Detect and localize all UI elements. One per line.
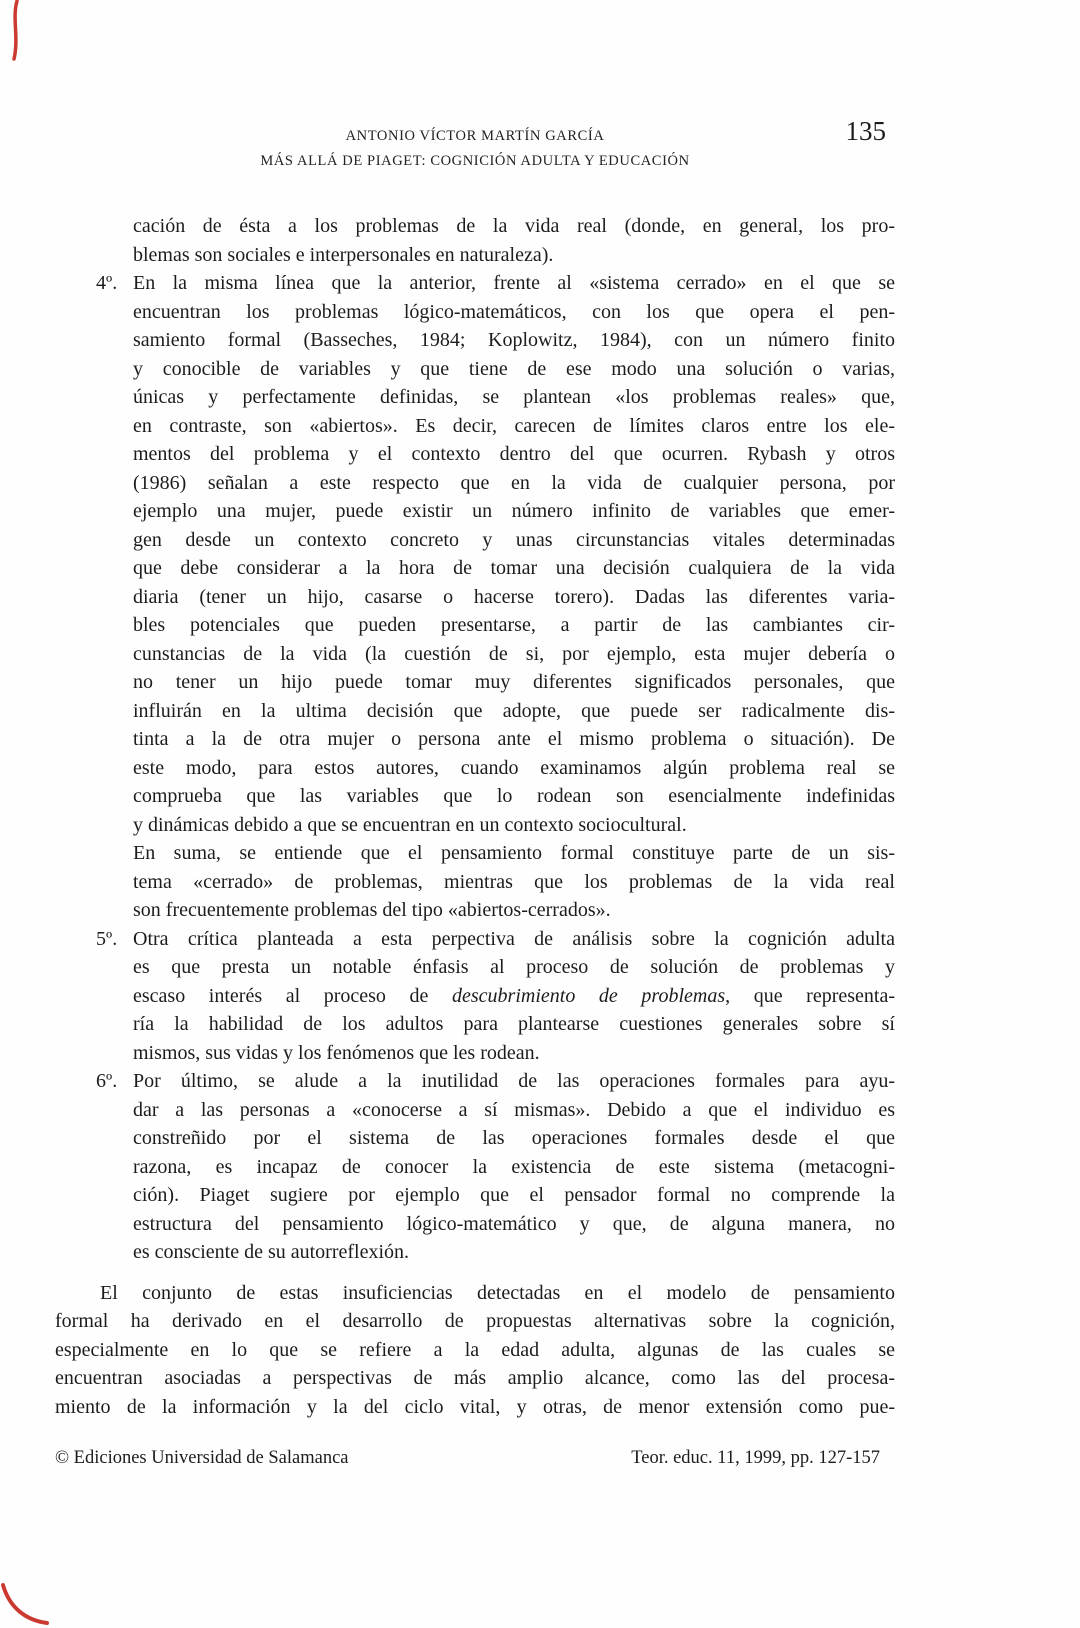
text-line: especialmente en lo que se refiere a la edad adulta, algunas de las cuales se	[55, 1338, 895, 1361]
numbered-item	[96, 925, 895, 1068]
item-marker: 6º.	[96, 1070, 118, 1092]
text-line: mismos, sus vidas y los fenómenos que les rodean.	[133, 1041, 540, 1064]
numbered-item	[96, 269, 895, 839]
text-line: son frecuentemente problemas del tipo «abiertos-cerrados».	[133, 899, 611, 921]
text-line: constreñido por el sistema de las operaciones formales desde el que	[133, 1127, 895, 1149]
text-line: influirán en la ultima decisión que adopte, que puede ser radicalmente dis-	[133, 699, 895, 722]
text-line: gen desde un contexto concreto y unas circunstancias vitales determinadas	[133, 528, 895, 551]
text-line: cación de ésta a los problemas de la vida real (donde, en general, los pro-	[133, 215, 895, 237]
text-line: que debe considerar a la hora de tomar una decisión cualquiera de la vida	[133, 557, 895, 579]
text-line: encuentran asociadas a perspectivas de más amplio alcance, como las del procesa-	[55, 1367, 895, 1389]
numbered-item	[96, 1067, 895, 1267]
running-head	[55, 124, 895, 174]
running-head-title: MÁS ALLÁ DE PIAGET: COGNICIÓN ADULTA Y EDUCACIÓN	[260, 153, 690, 169]
text-line: razona, es incapaz de conocer la existencia de este sistema (metacogni-	[133, 1155, 895, 1178]
text-line: estructura del pensamiento lógico-matemático y que, de alguna manera, no	[133, 1212, 895, 1235]
text-line: únicas y perfectamente definidas, se plantean «los problemas reales» que,	[133, 386, 895, 408]
text-line: no tener un hijo puede tomar muy diferentes significados personales, que	[133, 671, 895, 693]
text-line: este modo, para estos autores, cuando examinamos algún problema real se	[133, 756, 895, 779]
paragraph	[55, 1279, 895, 1422]
red-pen-mark-top	[3, 0, 33, 62]
text-line: cunstancias de la vida (la cuestión de si, por ejemplo, esta mujer debería o	[133, 642, 895, 665]
text-line: diaria (tener un hijo, casarse o hacerse torero). Dadas las diferentes varia-	[133, 585, 895, 608]
text-line: En suma, se entiende que el pensamiento formal constituye parte de un sis-	[133, 842, 895, 864]
page-number: 135	[845, 116, 886, 146]
text-line: es que presta un notable énfasis al proceso de solución de problemas y	[133, 956, 895, 978]
text-line: formal ha derivado en el desarrollo de propuestas alternativas sobre la cognición,	[55, 1310, 895, 1332]
text-line: es consciente de su autorreflexión.	[133, 1241, 410, 1263]
page-footer	[55, 1448, 880, 1469]
text-line: dar a las personas a «conocerse a sí mismas». Debido a que el individuo es	[133, 1098, 895, 1121]
footer-publisher: © Ediciones Universidad de Salamanca	[55, 1448, 349, 1468]
text-line: Otra crítica planteada a esta perpectiva de análisis sobre la cognición adulta	[133, 927, 895, 950]
document-body	[55, 212, 895, 1421]
item-marker: 4º.	[96, 272, 118, 294]
text-line: y dinámicas debido a que se encuentran en un contexto sociocultural.	[133, 813, 687, 836]
text-line: samiento formal (Basseches, 1984; Koplowitz, 1984), con un número finito	[133, 329, 895, 351]
text-line: Por último, se alude a la inutilidad de las operaciones formales para ayu-	[133, 1070, 895, 1092]
text-line: mentos del problema y el contexto dentro del que ocurren. Rybash y otros	[133, 443, 895, 465]
text-line: ción). Piaget sugiere por ejemplo que el pensador formal no comprende la	[133, 1184, 895, 1206]
text-line: y conocible de variables y que tiene de ese modo una solución o varias,	[133, 357, 895, 380]
text-line: miento de la información y la del ciclo vital, y otras, de menor extensión como pue-	[55, 1395, 895, 1418]
running-head-author: ANTONIO VÍCTOR MARTÍN GARCÍA	[345, 128, 605, 144]
text-line: comprueba que las variables que lo rodean son esencialmente indefinidas	[133, 785, 895, 807]
paragraph	[133, 212, 895, 269]
footer-journal-ref: Teor. educ. 11, 1999, pp. 127-157	[631, 1448, 880, 1468]
text-line: escaso interés al proceso de descubrimiento de problemas, que representa-	[133, 984, 895, 1007]
red-pen-mark-bottom	[0, 1580, 50, 1628]
text-line: en contraste, son «abiertos». Es decir, carecen de límites claros entre los ele-	[133, 414, 895, 437]
text-line: bles potenciales que pueden presentarse, a partir de las cambiantes cir-	[133, 614, 895, 636]
text-line: tema «cerrado» de problemas, mientras que los problemas de la vida real	[133, 870, 895, 893]
text-line: El conjunto de estas insuficiencias detectadas en el modelo de pensamiento	[100, 1281, 895, 1304]
text-line: encuentran los problemas lógico-matemáticos, con los que opera el pen-	[133, 300, 895, 323]
text-line: blemas son sociales e interpersonales en naturaleza).	[133, 243, 554, 266]
paragraph	[133, 839, 895, 925]
text-line: En la misma línea que la anterior, frente al «sistema cerrado» en el que se	[133, 272, 895, 294]
text-line: tinta a la de otra mujer o persona ante el mismo problema o situación). De	[133, 728, 895, 750]
text-line: ejemplo una mujer, puede existir un número infinito de variables que emer-	[133, 500, 895, 522]
text-line: ría la habilidad de los adultos para plantearse cuestiones generales sobre sí	[133, 1013, 895, 1035]
item-marker: 5º.	[96, 927, 118, 950]
text-line: (1986) señalan a este respecto que en la vida de cualquier persona, por	[133, 471, 895, 494]
